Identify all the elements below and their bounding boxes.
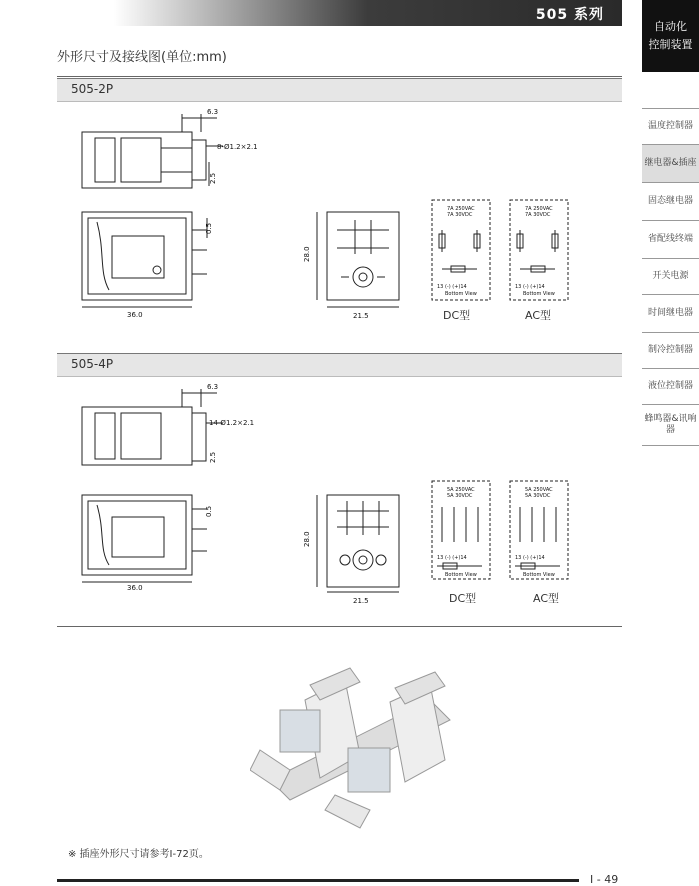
dim-height: 28.0 xyxy=(303,246,311,262)
relay-side-view-4p xyxy=(82,495,192,575)
relay-left xyxy=(280,710,320,752)
dim-d2-4p: 2.5 xyxy=(209,451,217,463)
rating-line1-4p: 5A 250VAC xyxy=(447,487,475,493)
dim-top-width: 6.3 xyxy=(207,108,219,116)
dim-d2: 2.5 xyxy=(209,172,217,184)
dim-width-4p: 21.5 xyxy=(353,597,369,605)
bottom-view-ac-4p: Bottom View xyxy=(523,572,555,578)
dim-d1: 0.5 xyxy=(205,222,213,234)
page-subtitle: 外形尺寸及接线图(单位:mm) xyxy=(57,50,227,65)
dim-body-length-4p: 36.0 xyxy=(127,584,143,592)
section-header-2p: 505-2P xyxy=(57,78,622,102)
relay-right xyxy=(348,748,390,792)
dim-top-width-4p: 6.3 xyxy=(207,383,219,391)
side-nav xyxy=(642,108,699,446)
nav-item-buzzer[interactable]: 蜂鸣器&讯响器 xyxy=(642,404,699,446)
divider xyxy=(57,626,622,627)
bottom-view-dc: Bottom View xyxy=(445,291,477,297)
side-category-header xyxy=(642,0,699,72)
rating-line2-ac-4p: 5A 30VDC xyxy=(525,493,551,499)
dc-label-4p: DC型 xyxy=(449,592,477,605)
series-title: 505 系列 xyxy=(535,7,604,23)
relay-top-view-4p xyxy=(82,407,192,465)
nav-item-solid-state-relay[interactable]: 固态继电器 xyxy=(642,182,699,220)
nav-item-power-supply[interactable]: 开关电源 xyxy=(642,258,699,294)
dim-width: 21.5 xyxy=(353,312,369,320)
footnote: ※ 插座外形尺寸请参考I-72页。 xyxy=(68,849,209,860)
dim-height-4p: 28.0 xyxy=(303,531,311,547)
nav-item-time-relay[interactable]: 时间继电器 xyxy=(642,294,699,332)
page-number: I - 49 xyxy=(590,873,619,886)
nav-item-wiring-terminal[interactable]: 省配线终端 xyxy=(642,220,699,258)
product-photo xyxy=(250,660,470,830)
footer-line xyxy=(57,879,579,882)
dc-label-2p: DC型 xyxy=(443,309,471,322)
ac-label-2p: AC型 xyxy=(525,309,552,322)
pins-bottom-ac: 13 (-) (+)14 xyxy=(515,284,545,290)
nav-item-level-controller[interactable]: 液位控制器 xyxy=(642,368,699,404)
nav-item-temperature-controller[interactable]: 温度控制器 xyxy=(642,108,699,144)
pins-bottom-dc-4p: 13 (-) (+)14 xyxy=(437,555,467,561)
dim-pin-spec-4p: 14-Ø1.2×2.1 xyxy=(209,419,255,427)
rating-line2-ac: 7A 30VDC xyxy=(525,212,551,218)
pins-bottom-ac-4p: 13 (-) (+)14 xyxy=(515,555,545,561)
divider xyxy=(57,76,622,77)
rating-line1-ac: 7A 250VAC xyxy=(525,206,553,212)
dim-body-length: 36.0 xyxy=(127,311,143,319)
rating-line1-ac-4p: 5A 250VAC xyxy=(525,487,553,493)
section-header-4p: 505-4P xyxy=(57,353,622,377)
nav-item-relay-socket[interactable]: 继电器&插座 xyxy=(642,144,699,182)
dim-d1-4p: 0.5 xyxy=(205,505,213,517)
rating-line2-4p: 5A 30VDC xyxy=(447,493,473,499)
ac-label-4p: AC型 xyxy=(533,592,560,605)
relay-top-view xyxy=(82,132,192,188)
side-category-line1: 自动化 xyxy=(654,20,687,33)
rating-line2: 7A 30VDC xyxy=(447,212,473,218)
relay-side-view xyxy=(82,212,192,300)
dim-pin-spec: 8-Ø1.2×2.1 xyxy=(217,143,258,151)
rating-line1: 7A 250VAC xyxy=(447,206,475,212)
bottom-view-dc-4p: Bottom View xyxy=(445,572,477,578)
nav-item-refrigeration-controller[interactable]: 制冷控制器 xyxy=(642,332,699,368)
drawing-4p xyxy=(57,377,622,612)
bottom-view-ac: Bottom View xyxy=(523,291,555,297)
side-category-line2: 控制装置 xyxy=(648,38,693,51)
pins-bottom-dc: 13 (-) (+)14 xyxy=(437,284,467,290)
